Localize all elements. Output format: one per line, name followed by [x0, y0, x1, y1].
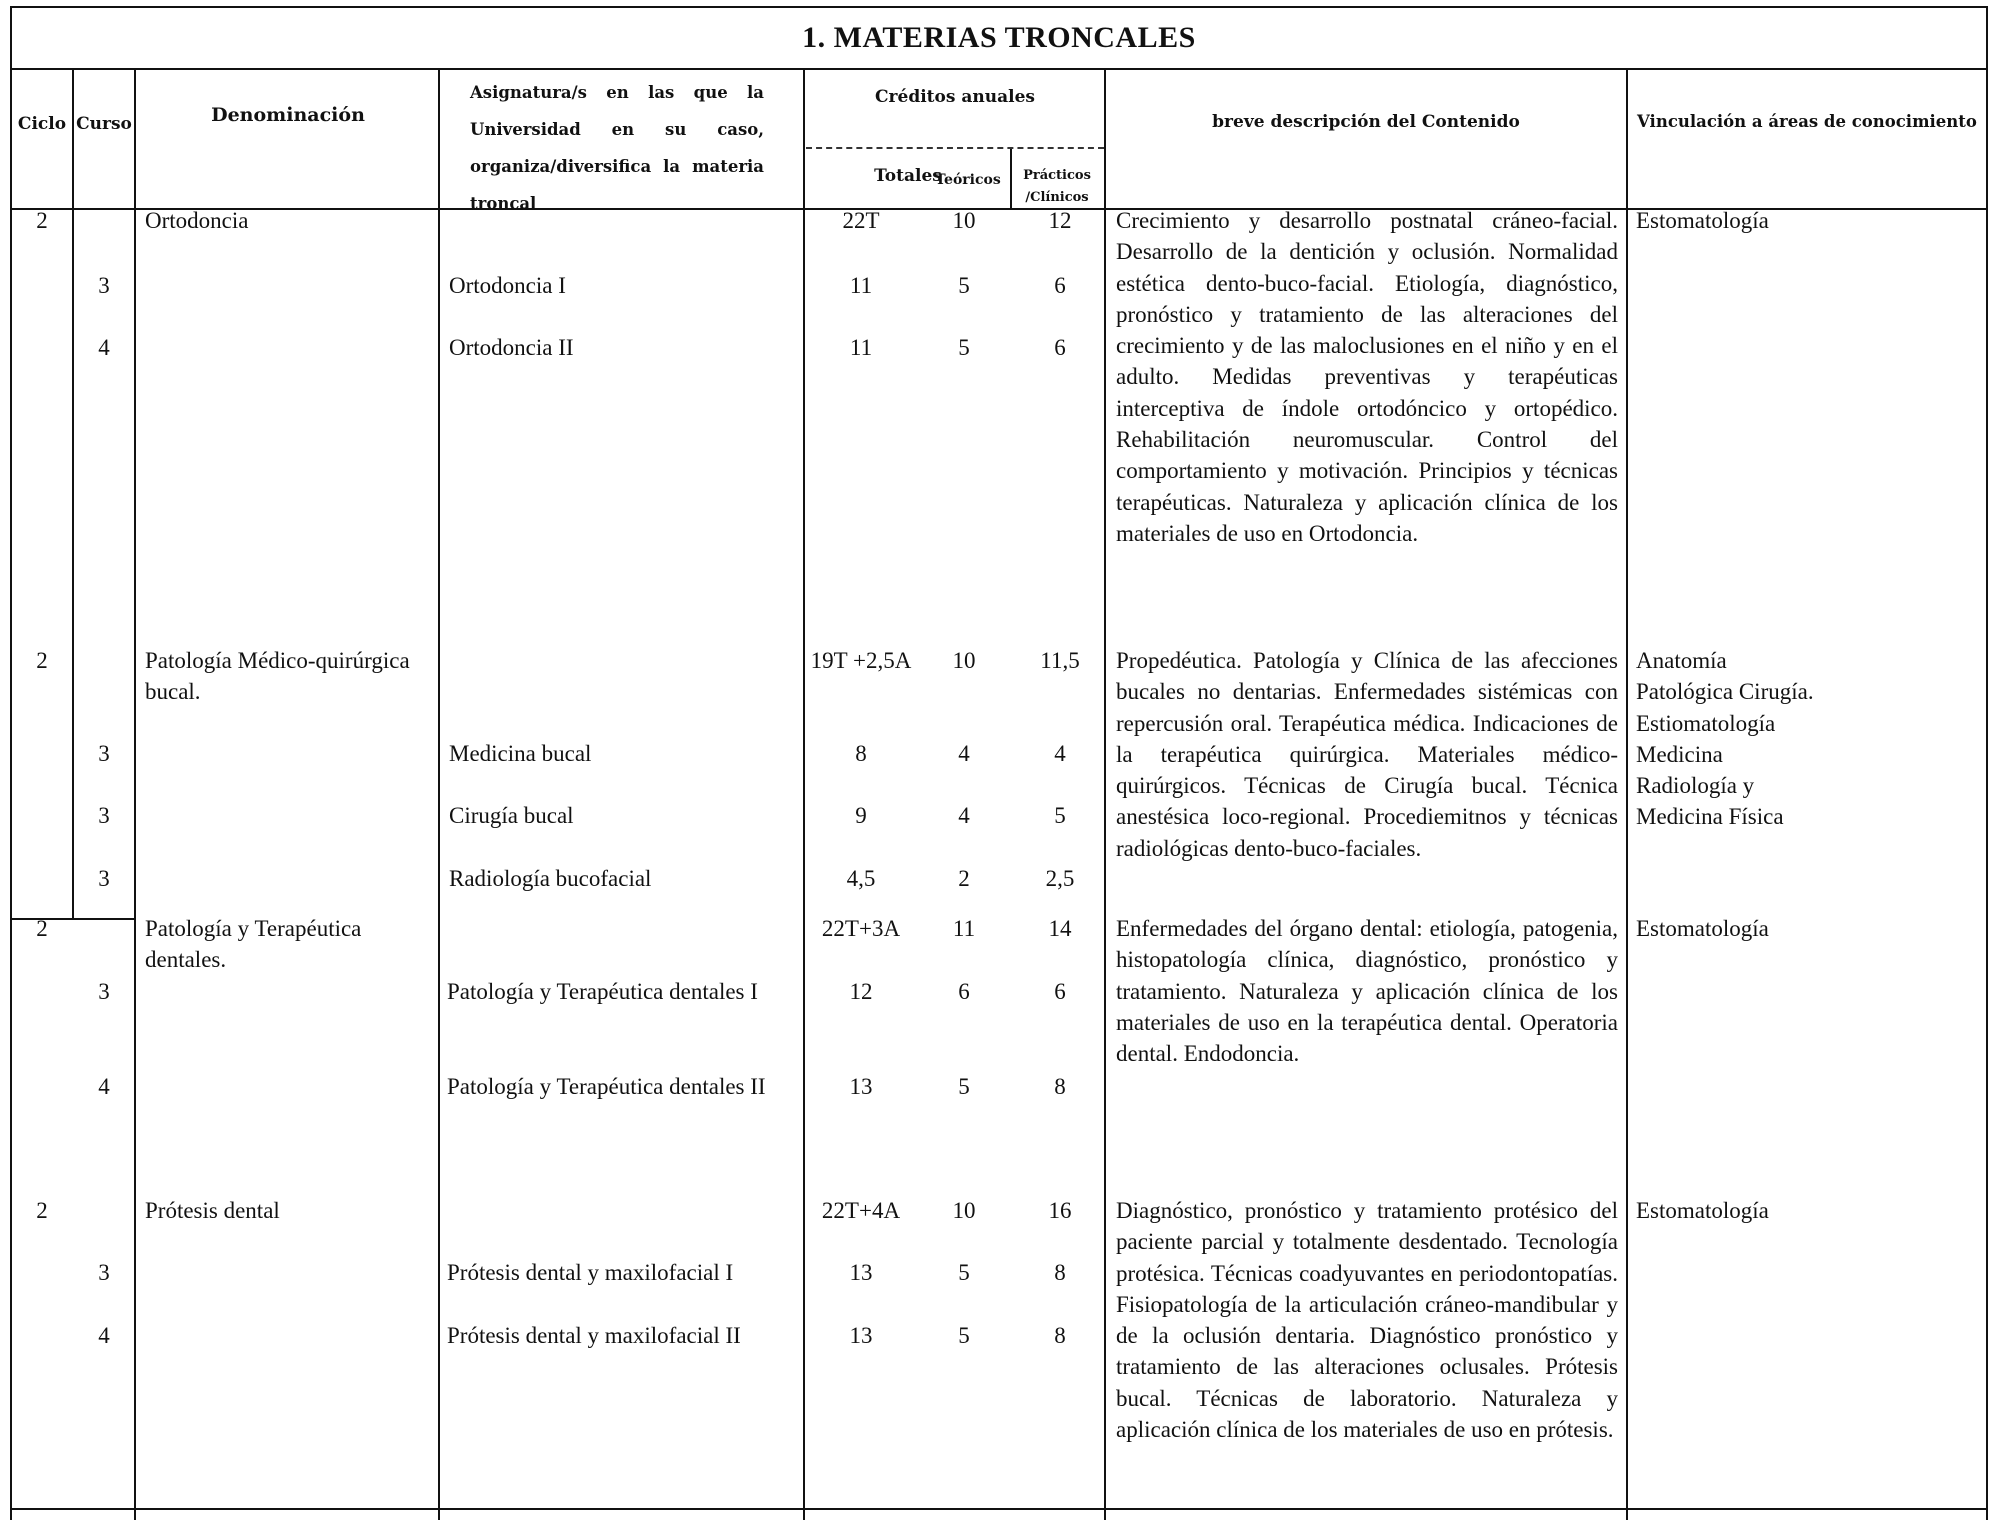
asignatura-practicos: 8	[1054, 1074, 1066, 1099]
materia-teoricos: 10	[952, 208, 976, 233]
materia-teoricos: 11	[952, 916, 976, 941]
asignatura-nombre: Patología y Terapéutica dentales II	[447, 1074, 766, 1099]
asignatura-curso: 4	[98, 335, 110, 360]
table-border-right	[1986, 70, 1988, 1520]
asignatura-practicos: 8	[1054, 1323, 1066, 1348]
column-line-curso	[134, 70, 136, 1520]
asignatura-totales: 11	[849, 273, 873, 298]
materia-denominacion: Patología y Terapéutica dentales.	[145, 916, 362, 972]
materia-ciclo: 2	[36, 208, 48, 233]
asignatura-practicos: 6	[1054, 979, 1066, 1004]
asignatura-teoricos: 5	[958, 1323, 970, 1348]
table-border-left	[10, 70, 12, 1520]
asignatura-curso: 4	[98, 1074, 110, 1099]
materia-ciclo: 2	[36, 916, 48, 941]
asignatura-curso: 3	[98, 979, 110, 1004]
header-teoricos: Teóricos	[935, 172, 1001, 188]
materia-teoricos: 10	[952, 1198, 976, 1223]
asignatura-totales: 13	[849, 1074, 873, 1099]
materia-descripcion: Diagnóstico, pronóstico y tratamiento protésico del paciente parcial y totalmente desdentado. Tecnología protésica. Técnicas coadyuvantes en periodontopatías. Fisiopatología de la articulación cráneo-mandibular y de la oclusión dentaria. Diagnóstico pronóstico y tratamiento de las alteraciones oclusales. Prótesis bucal. Técnicas de laboratorio. Naturaleza y aplicación clínica de los materiales de uso en prótesis.	[1116, 1198, 1618, 1443]
column-line-asignaturas	[803, 70, 805, 1520]
materia-practicos: 16	[1048, 1198, 1072, 1223]
column-line-ciclo	[72, 70, 74, 920]
asignatura-nombre: Cirugía bucal	[449, 803, 574, 828]
header-curso: Curso	[76, 114, 132, 134]
materia-teoricos: 10	[952, 648, 976, 673]
materia-denominacion: Ortodoncia	[145, 208, 249, 233]
page-title: 1. MATERIAS TRONCALES	[10, 6, 1988, 70]
materia-totales: 19T +2,5A	[810, 648, 912, 673]
asignatura-practicos: 6	[1054, 273, 1066, 298]
materia-practicos: 11,5	[1040, 648, 1080, 673]
asignatura-nombre: Ortodoncia I	[449, 273, 566, 298]
asignatura-totales: 9	[855, 803, 867, 828]
asignatura-practicos: 5	[1054, 803, 1066, 828]
materia-ciclo: 2	[36, 648, 48, 673]
asignatura-totales: 11	[849, 335, 873, 360]
materia-totales: 22T+3A	[821, 916, 901, 941]
materia-practicos: 12	[1048, 208, 1072, 233]
asignatura-practicos: 6	[1054, 335, 1066, 360]
asignatura-teoricos: 2	[958, 866, 970, 891]
asignatura-practicos: 8	[1054, 1260, 1066, 1285]
asignatura-curso: 3	[98, 1260, 110, 1285]
asignatura-teoricos: 6	[958, 979, 970, 1004]
header-totales: Totales	[874, 166, 942, 186]
materia-practicos: 14	[1048, 916, 1072, 941]
materia-descripcion: Enfermedades del órgano dental: etiología, patogenia, histopatología clínica, diagnóstico, pronóstico y tratamiento. Naturaleza y aplicación clínica de los materiales de uso en la terapéutica dental. Operatoria dental. Endodoncia.	[1116, 916, 1618, 1067]
asignatura-totales: 13	[849, 1323, 873, 1348]
asignatura-nombre: Radiología bucofacial	[449, 866, 652, 891]
table-border-bottom	[10, 1508, 1988, 1510]
materia-descripcion: Propedéutica. Patología y Clínica de las afecciones bucales no dentarias. Enfermedades sistémicas con repercusión oral. Terapéutica médica. Indicaciones de la terapéutica quirúrgica. Materiales médico-quirúrgicos. Técnicas de Cirugía bucal. Técnica anestésica loco-regional. Procediemitnos y técnicas radiológicas dento-buco-faciales.	[1116, 648, 1618, 861]
asignatura-teoricos: 4	[958, 803, 970, 828]
materia-descripcion: Crecimiento y desarrollo postnatal cráneo-facial. Desarrollo de la dentición y oclusión. Normalidad estética dento-buco-facial. Etiología, diagnóstico, pronóstico y tratamiento de las alteraciones del crecimiento y de las maloclusiones en el niño y en el adulto. Medidas preventivas y terapéuticas interceptiva de índole ortodóncico y ortopédico. Rehabilitación neuromuscular. Control del comportamiento y motivación. Principios y técnicas terapéuticas. Naturaleza y aplicación clínica de los materiales de uso en Ortodoncia.	[1116, 208, 1618, 546]
asignatura-practicos: 2,5	[1045, 866, 1075, 891]
materia-vinculacion: Estomatología	[1636, 916, 1769, 941]
asignatura-curso: 4	[98, 1323, 110, 1348]
materia-denominacion: Patología Médico-quirúrgica bucal.	[145, 648, 410, 704]
materia-totales: 22T	[842, 208, 880, 233]
column-line-descripcion	[1626, 70, 1628, 1520]
asignatura-curso: 3	[98, 803, 110, 828]
creditos-divider	[806, 147, 1104, 149]
column-line-denominacion	[438, 70, 440, 1520]
asignatura-teoricos: 5	[958, 1074, 970, 1099]
materia-vinculacion: Estomatología	[1636, 208, 1769, 233]
materia-denominacion: Prótesis dental	[145, 1198, 280, 1223]
asignatura-curso: 3	[98, 741, 110, 766]
asignatura-nombre: Ortodoncia II	[449, 335, 574, 360]
header-denominacion: Denominación	[211, 104, 365, 126]
asignatura-teoricos: 4	[958, 741, 970, 766]
header-descripcion: breve descripción del Contenido	[1212, 112, 1520, 132]
header-ciclo: Ciclo	[17, 114, 67, 134]
header-creditos: Créditos anuales	[875, 87, 1035, 107]
asignatura-practicos: 4	[1054, 741, 1066, 766]
asignatura-totales: 12	[849, 979, 873, 1004]
asignatura-nombre: Prótesis dental y maxilofacial I	[447, 1260, 734, 1285]
materia-ciclo: 2	[36, 1198, 48, 1223]
asignatura-nombre: Medicina bucal	[449, 741, 592, 766]
asignatura-totales: 4,5	[846, 866, 876, 891]
asignatura-teoricos: 5	[958, 335, 970, 360]
asignatura-totales: 8	[855, 741, 867, 766]
asignatura-totales: 13	[849, 1260, 873, 1285]
asignatura-curso: 3	[98, 273, 110, 298]
materia-vinculacion: Anatomía Patológica Cirugía. Estiomatología Medicina Radiología y Medicina Física	[1636, 648, 1814, 830]
materia-totales: 22T+4A	[821, 1198, 901, 1223]
asignatura-nombre: Prótesis dental y maxilofacial II	[447, 1323, 741, 1348]
asignatura-curso: 3	[98, 866, 110, 891]
asignatura-nombre: Patología y Terapéutica dentales I	[447, 979, 758, 1004]
materia-vinculacion: Estomatología	[1636, 1198, 1769, 1223]
header-vinculacion: Vinculación a áreas de conocimiento	[1637, 112, 1977, 131]
asignatura-teoricos: 5	[958, 273, 970, 298]
header-asignaturas: Asignatura/s en las que la Universidad en su caso, organiza/diversifica la materia troncal	[470, 83, 764, 213]
header-practicos: Prácticos /Clínicos	[1023, 168, 1091, 205]
asignatura-teoricos: 5	[958, 1260, 970, 1285]
